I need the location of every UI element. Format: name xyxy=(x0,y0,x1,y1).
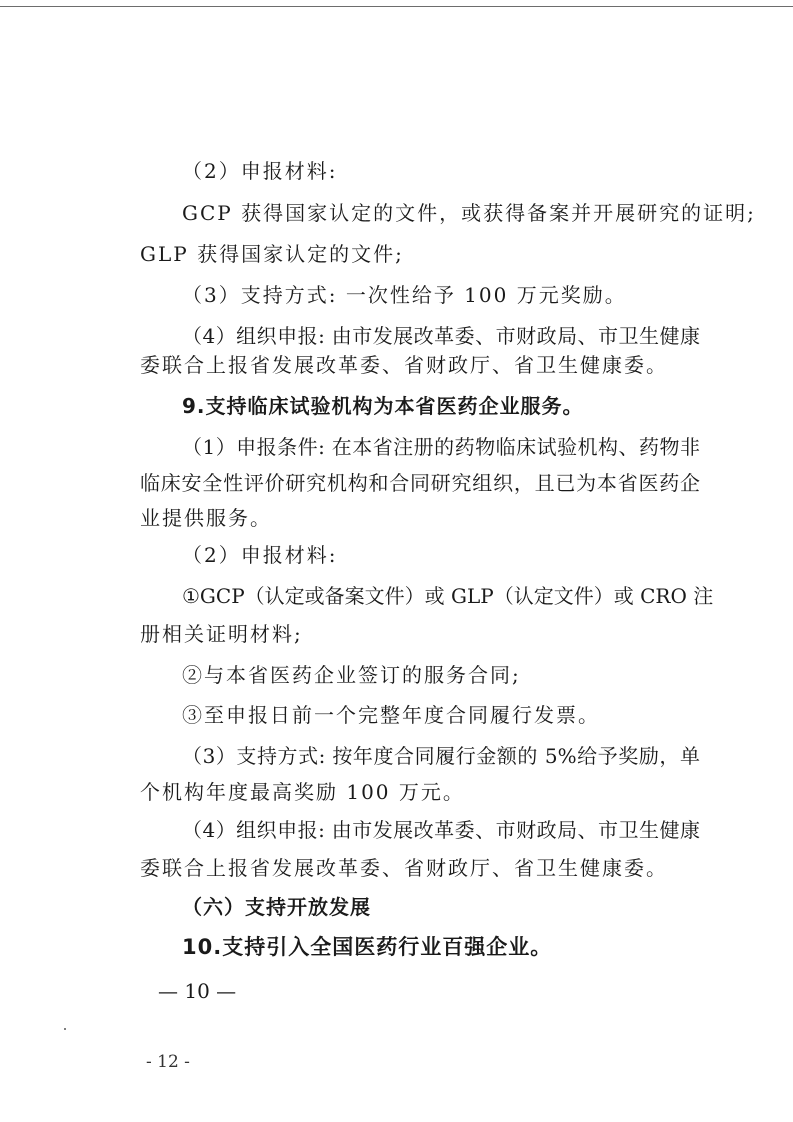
text-line: （1）申报条件: 在本省注册的药物临床试验机构、药物非 xyxy=(182,435,700,459)
section-heading: 9.支持临床试验机构为本省医药企业服务。 xyxy=(182,394,584,418)
top-border-line xyxy=(0,6,793,7)
text-line: GLP 获得国家认定的文件; xyxy=(140,242,404,266)
text-line: （4）组织申报: 由市发展改革委、市财政局、市卫生健康 xyxy=(182,818,700,842)
page-number: — 10 — xyxy=(158,979,237,1003)
text-line: （2）申报材料: xyxy=(182,159,338,183)
text-line: 业提供服务。 xyxy=(140,506,272,530)
text-line: （3）支持方式: 一次性给予 100 万元奖励。 xyxy=(182,283,627,307)
scan-speck xyxy=(64,1028,66,1030)
page-number-secondary: - 12 - xyxy=(146,1052,190,1072)
text-line: 临床安全性评价研究机构和合同研究组织，且已为本省医药企 xyxy=(140,471,700,495)
text-line: ②与本省医药企业签订的服务合同; xyxy=(182,663,521,687)
text-line: 委联合上报省发展改革委、省财政厅、省卫生健康委。 xyxy=(140,856,668,880)
text-line: 委联合上报省发展改革委、省财政厅、省卫生健康委。 xyxy=(140,353,668,377)
text-line: 个机构年度最高奖励 100 万元。 xyxy=(140,780,465,804)
text-line: ①GCP（认定或备案文件）或 GLP（认定文件）或 CRO 注 xyxy=(182,584,714,608)
text-line: （2）申报材料: xyxy=(182,543,338,567)
text-line: GCP 获得国家认定的文件，或获得备案并开展研究的证明; xyxy=(182,201,756,225)
text-line: ③至申报日前一个完整年度合同履行发票。 xyxy=(182,703,600,727)
section-heading: 10.支持引入全国医药行业百强企业。 xyxy=(182,935,553,959)
text-line: 册相关证明材料; xyxy=(140,622,303,646)
text-line: （4）组织申报: 由市发展改革委、市财政局、市卫生健康 xyxy=(182,324,700,348)
section-heading: （六）支持开放发展 xyxy=(182,895,371,919)
text-line: （3）支持方式: 按年度合同履行金额的 5%给予奖励，单 xyxy=(182,744,700,768)
